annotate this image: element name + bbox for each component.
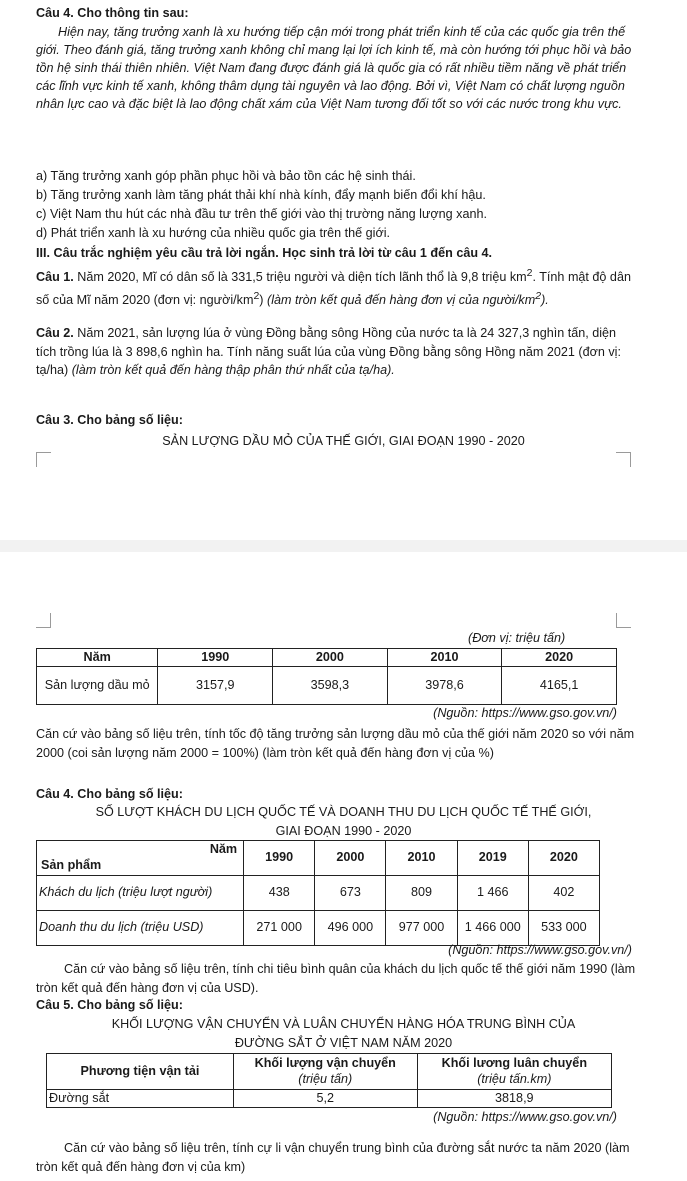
q3-header-2020: 2020 [502, 649, 617, 667]
q3-title: SẢN LƯỢNG DẦU MỎ CỦA THẾ GIỚI, GIAI ĐOẠN 1990 - 2020 [162, 434, 525, 448]
q5-table [46, 1053, 612, 1108]
q4-top-heading [36, 4, 637, 23]
q4-visitors-2019: 1 466 [457, 876, 528, 911]
q1 [36, 264, 637, 309]
q5-header-circulation-unit: (triệu tấn.km) [477, 1071, 552, 1086]
q2 [36, 324, 637, 380]
q4-visitors-2010: 809 [386, 876, 457, 911]
q4-row-revenue-label: Doanh thu du lịch (triệu USD) [37, 911, 244, 946]
crop-corner-tl [36, 452, 51, 467]
q4-top-paragraph: Hiện nay, tăng trưởng xanh là xu hướng tiếp cận mới trong phát triển kinh tế của các quốc gia trên thế giới. Theo đánh giá, tăng trưởng xanh không chỉ mang lại lợi ích kinh tế, mà còn hướng tới phục hồi và bảo tồn hệ sinh thái thiên nhiên. Việt Nam đang được đánh giá là quốc gia có rất nhiều tiềm năng về phát triển các lĩnh vực kinh tế xanh, không thâm dụng tài nguyên và lao động. Bởi vì, Việt Nam có chất lượng nguồn nhân lực cao và đặc biệt là lao động chất xám của Việt Nam tương đối tốt so với các nước trong khu vực. [36, 25, 632, 111]
q4-corner-product: Sản phẩm [41, 857, 102, 872]
crop-corner-bl [36, 613, 51, 628]
q4-title-1: SỐ LƯỢT KHÁCH DU LỊCH QUỐC TẾ VÀ DOANH THU DU LỊCH QUỐC TẾ THẾ GIỚI, [95, 805, 592, 819]
q5-data-row [47, 1090, 612, 1108]
q4-top-heading-text: Câu 4. Cho thông tin sau: [36, 6, 189, 20]
q3-header-2010: 2010 [387, 649, 502, 667]
page-break-band [0, 540, 687, 552]
q3-value-2000: 3598,3 [273, 667, 388, 705]
q4-revenue-2000: 496 000 [315, 911, 386, 946]
q5-source: (Nguồn: https://www.gso.gov.vn/) [433, 1110, 617, 1124]
q3-source: (Nguồn: https://www.gso.gov.vn/) [433, 706, 617, 720]
q3-heading: Câu 3. Cho bảng số liệu: [36, 413, 183, 427]
q5-task: Căn cứ vào bảng số liệu trên, tính cự li vận chuyển trung bình của đường sắt nước ta năm 2020 (làm tròn kết quả đến hàng đơn vị của km) [36, 1141, 630, 1174]
q4-year-2019: 2019 [457, 841, 528, 876]
option-c: c) Việt Nam thu hút các nhà đầu tư trên thế giới vào thị trường năng lượng xanh. [36, 207, 487, 221]
crop-corner-br [616, 613, 631, 628]
q4-corner-cell [37, 841, 244, 876]
q4-year-2000: 2000 [315, 841, 386, 876]
q5-header-circulation [417, 1054, 611, 1090]
q5-row-label: Đường sắt [47, 1090, 234, 1108]
q4-year-1990: 1990 [244, 841, 315, 876]
option-d: d) Phát triển xanh là xu hướng của nhiều quốc gia trên thế giới. [36, 226, 391, 240]
q5-circulation-value: 3818,9 [417, 1090, 611, 1108]
q4-visitors-2020: 402 [528, 876, 599, 911]
q4-table [36, 840, 600, 946]
q4-heading: Câu 4. Cho bảng số liệu: [36, 787, 183, 801]
q5-header-vehicle: Phương tiện vận tải [47, 1054, 234, 1090]
q4-task: Căn cứ vào bảng số liệu trên, tính chi tiêu bình quân của khách du lịch quốc tế thế giới năm 1990 (làm tròn kết quả đến hàng đơn vị của USD). [36, 962, 636, 995]
q2-text: Năm 2021, sản lượng lúa ở vùng Đồng bằng sông Hồng của nước ta là 24 327,3 nghìn tấn, diện tích trồng lúa là 3 898,6 nghìn ha. Tính năng suất lúa của vùng Đồng bằng sông Hồng năm 2021 (đơn vị: tạ/ha) [36, 326, 621, 377]
q4-visitors-1990: 438 [244, 876, 315, 911]
q4-revenue-2020: 533 000 [528, 911, 599, 946]
q1-note-end: ). [541, 292, 549, 307]
q5-title-1: KHỐI LƯỢNG VẬN CHUYỂN VÀ LUÂN CHUYỂN HÀNG HÓA TRUNG BÌNH CỦA [111, 1017, 576, 1031]
q5-volume-value: 5,2 [233, 1090, 417, 1108]
q3-value-2010: 3978,6 [387, 667, 502, 705]
section-3-heading [36, 244, 637, 263]
q4-year-2020: 2020 [528, 841, 599, 876]
q1-note-sup: 2 [535, 289, 542, 302]
q3-table [36, 648, 617, 705]
q5-header-volume [233, 1054, 417, 1090]
q3-task: Căn cứ vào bảng số liệu trên, tính tốc độ tăng trưởng sản lượng dầu mỏ của thế giới năm 2020 so với năm 2000 (coi sản lượng năm 2000 = 100%) (làm tròn kết quả đến hàng đơn vị của %) [36, 727, 635, 760]
q3-header-row [37, 649, 617, 667]
q3-header-2000: 2000 [273, 649, 388, 667]
q4-row-visitors-label: Khách du lịch (triệu lượt người) [37, 876, 244, 911]
q3-data-row [37, 667, 617, 705]
q3-value-2020: 4165,1 [502, 667, 617, 705]
q1-text3: ) [259, 292, 264, 307]
q3-row-label: Sản lượng dầu mỏ [37, 667, 158, 705]
q1-label: Câu 1. [36, 270, 74, 285]
option-b: b) Tăng trưởng xanh làm tăng phát thải khí nhà kính, đẩy mạnh biến đổi khí hậu. [36, 188, 486, 202]
q3-header-year: Năm [37, 649, 158, 667]
q4-visitors-2000: 673 [315, 876, 386, 911]
q3-value-1990: 3157,9 [158, 667, 273, 705]
q1-sup2: 2 [253, 289, 260, 302]
q4-header-row [37, 841, 600, 876]
q5-heading: Câu 5. Cho bảng số liệu: [36, 998, 183, 1012]
q5-title-2: ĐƯỜNG SẮT Ở VIỆT NAM NĂM 2020 [234, 1036, 453, 1050]
q4-title-2: GIAI ĐOẠN 1990 - 2020 [275, 824, 412, 838]
q3-header-1990: 1990 [158, 649, 273, 667]
q1-text: Năm 2020, Mĩ có dân số là 331,5 triệu người và diện tích lãnh thổ là 9,8 triệu km [73, 270, 527, 285]
q4-row-visitors [37, 876, 600, 911]
crop-corner-tr [616, 452, 631, 467]
q4-year-2010: 2010 [386, 841, 457, 876]
q4-revenue-2019: 1 466 000 [457, 911, 528, 946]
q5-header-volume-unit: (triệu tấn) [298, 1071, 353, 1086]
q2-note: (làm tròn kết quả đến hàng thập phân thứ nhất của tạ/ha). [68, 363, 395, 377]
q4-revenue-2010: 977 000 [386, 911, 457, 946]
q1-sup: 2 [526, 267, 533, 279]
q1-note: (làm tròn kết quả đến hàng đơn vị của người/km [263, 292, 536, 307]
q4-row-revenue [37, 911, 600, 946]
q5-header-volume-label: Khối lượng vận chuyển [254, 1056, 396, 1071]
q2-label: Câu 2. [36, 326, 74, 340]
section-3-text: III. Câu trắc nghiệm yêu cầu trả lời ngắn. Học sinh trả lời từ câu 1 đến câu 4. [36, 246, 493, 260]
q3-unit: (Đơn vị: triệu tấn) [468, 631, 566, 645]
q5-header-row [47, 1054, 612, 1090]
q4-revenue-1990: 271 000 [244, 911, 315, 946]
option-a: a) Tăng trưởng xanh góp phần phục hồi và bảo tồn các hệ sinh thái. [36, 169, 416, 183]
q1-text2: . Tính mật độ dân số của Mĩ năm 2020 (đơn vị: người/km [36, 270, 631, 307]
q4-corner-year: Năm [209, 842, 238, 856]
q5-header-circulation-label: Khối lương luân chuyển [441, 1056, 588, 1071]
q4-source: (Nguồn: https://www.gso.gov.vn/) [448, 943, 632, 957]
